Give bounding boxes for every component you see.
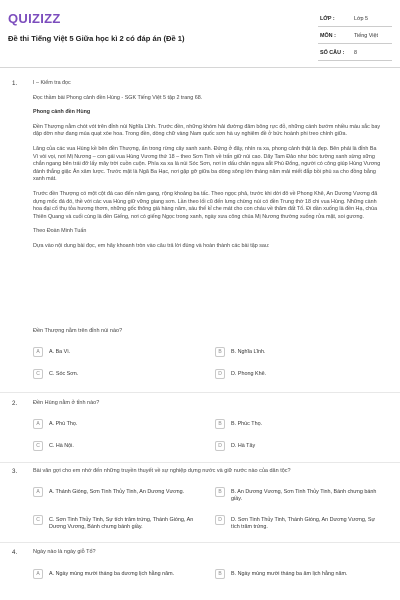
passage-author: Theo Đoàn Minh Tuấn — [33, 228, 87, 235]
reading-passage — [33, 80, 381, 258]
answer-option-b[interactable] — [215, 347, 385, 361]
option-letter-box: C — [33, 369, 43, 379]
question-divider — [0, 392, 400, 393]
question-number: 1. — [12, 80, 18, 87]
option-text: C. Sóc Sơn. — [49, 371, 79, 377]
answer-option-c[interactable] — [33, 369, 203, 383]
option-letter-box: B — [215, 569, 225, 579]
document-title: Đề thi Tiếng Việt 5 Giữa học kì 2 có đáp án (Đề 1) — [8, 34, 185, 43]
question-stem: Đền Hùng nằm ở tỉnh nào? — [33, 400, 100, 406]
question-number: 3. — [12, 468, 18, 475]
option-letter-box: A — [33, 347, 43, 357]
question-divider — [0, 462, 400, 463]
answer-option-c[interactable] — [33, 441, 203, 455]
answer-option-d[interactable] — [215, 515, 385, 533]
meta-label: MÔN : — [320, 33, 336, 39]
header-divider — [0, 67, 400, 68]
option-text: C. Sơn Tinh Thủy Tinh, Sự tích trăm trứng, Thánh Gióng, An Dương Vương, Bánh chưng bánh giầy. — [49, 517, 194, 530]
meta-label: SỐ CÂU : — [320, 50, 345, 56]
reading-instruction: Đọc thầm bài Phong cảnh đền Hùng - SGK Tiếng Việt 5 tập 2 trang 68. — [33, 94, 203, 101]
meta-subject — [318, 27, 392, 44]
option-letter-box: B — [215, 487, 225, 497]
option-text: D. Phong Khê. — [231, 371, 267, 377]
meta-value: Lớp 5 — [354, 16, 369, 22]
option-text: C. Hà Nội. — [49, 443, 74, 449]
meta-question-count — [318, 44, 392, 61]
passage-paragraph: Lăng của các vua Hùng kề bên đền Thượng, ẩn trong rừng cây xanh xanh. Đứng ở đây, nhìn ra xa, phong cảnh thật là đẹp. Bên phải là đỉnh Ba Vì vòi vọi, nơi Mị Nương – con gái vua Hùng Vương thứ 18 – theo Sơn Tinh về trấn giữ núi cao. Dãy Tam Đảo như bức tường xanh sừng sững chắn ngang bên trái đỡ lấy mây trời cuồn cuộn. Phía xa xa là núi Sóc Sơn, nơi in dấu chân ngựa sắt Phù Đổng, người có công giúp Hùng Vương đánh thắng giặc Ân xâm lược. Trước mặt là Ngã Ba Hạc, nơi gặp gỡ giữa ba dòng sông lớn tháng năm mải miết đắp bồi phù sa cho đồng bằng xanh mát. — [33, 145, 381, 183]
question-divider — [0, 542, 400, 543]
answer-option-b[interactable] — [215, 487, 385, 505]
option-text: A. Ba Vì. — [49, 349, 71, 355]
passage-title: Phong cảnh đền Hùng — [33, 109, 91, 116]
section-heading: I – Kiểm tra đọc — [33, 80, 71, 86]
answer-option-c[interactable] — [33, 515, 203, 533]
answer-option-a[interactable] — [33, 347, 203, 361]
answer-option-b[interactable] — [215, 419, 385, 433]
question-stem: Ngày nào là ngày giỗ Tổ? — [33, 549, 96, 555]
option-text: D. Sơn Tinh Thủy Tinh, Thánh Gióng, An Dương Vương, Sự tích trăm trứng. — [231, 517, 376, 530]
question-stem: Bài văn gợi cho em nhớ đến những truyền thuyết về sự nghiệp dựng nước và giữ nước nào của dân tộc? — [33, 468, 291, 474]
option-letter-box: B — [215, 347, 225, 357]
option-letter-box: A — [33, 569, 43, 579]
answer-option-b[interactable] — [215, 569, 385, 587]
option-text: B. An Dương Vương, Sơn Tinh Thủy Tinh, Bánh chưng bánh giầy. — [231, 489, 377, 502]
question-stem: Đền Thượng nằm trên đỉnh núi nào? — [33, 328, 123, 334]
option-letter-box: D — [215, 441, 225, 451]
answer-option-d[interactable] — [215, 369, 385, 383]
option-letter-box: C — [33, 441, 43, 451]
answer-option-a[interactable] — [33, 419, 203, 433]
option-text: B. Nghĩa Lĩnh. — [231, 349, 266, 355]
passage-paragraph: Trước đền Thượng có một cột đá cao đến năm gang, rộng khoảng ba tấc. Theo ngọc phả, trước khi dời đô về Phong Khê, An Dương Vương đã dựng mốc đá đó, thề với các vua Hùng giữ vững giang sơn. Lần theo lối cũ đến lưng chừng núi có đền Trung thờ 18 chi vua Hùng. Những cành hoa đại cổ thụ tỏa hương thơm, những gốc thông già hàng năm, sáu thế kỉ che mát cho con cháu về thăm đất Tổ. Đi dần xuống là đền Hạ, chùa Thiên Quang và cuối cùng là đền Giếng, nơi có giếng Ngọc trong xanh, ngày xưa công chúa Mị Nương thường xuống rửa mặt, soi gương. — [33, 190, 378, 220]
option-text: D. Hà Tây — [231, 443, 256, 449]
passage-paragraph: Đền Thượng nằm chót vót trên đỉnh núi Nghĩa Lĩnh. Trước đền, những khóm hải đường đâm bông rực đỏ, những cánh bướm nhiều màu sắc bay dập dờn như đang múa quạt xòe hoa. Trong đền, dòng chữ vàng Nam quốc sơn hà uy nghiêm đề ở bức hoành phi treo chính giữa. — [33, 123, 381, 138]
option-letter-box: C — [33, 515, 43, 525]
meta-label: LỚP : — [320, 16, 335, 22]
option-letter-box: A — [33, 419, 43, 429]
question-number: 2. — [12, 400, 18, 407]
meta-grade — [318, 10, 392, 27]
worksheet-meta — [318, 10, 392, 61]
meta-value: 8 — [354, 50, 357, 56]
option-text: A. Ngày mùng mười tháng ba dương lịch hằng năm. — [49, 571, 175, 577]
option-letter-box: D — [215, 369, 225, 379]
option-letter-box: B — [215, 419, 225, 429]
option-letter-box: D — [215, 515, 225, 525]
answer-option-a[interactable] — [33, 569, 203, 587]
answer-option-d[interactable] — [215, 441, 385, 455]
option-letter-box: A — [33, 487, 43, 497]
option-text: A. Phú Thọ. — [49, 421, 78, 427]
option-text: A. Thánh Gióng, Sơn Tinh Thủy Tinh, An Dương Vương. — [49, 489, 185, 495]
option-text: B. Ngày mùng mười tháng ba âm lịch hằng năm. — [231, 571, 348, 577]
quizizz-logo: QUIZIZZ — [8, 11, 61, 26]
worksheet-header — [0, 0, 400, 66]
task-instruction: Dựa vào nội dung bài đọc, em hãy khoanh tròn vào câu trả lời đúng và hoàn thành các bài tập sau: — [33, 242, 270, 249]
option-text: B. Phúc Thọ. — [231, 421, 263, 427]
question-number: 4. — [12, 549, 18, 556]
meta-value: Tiếng Việt — [354, 33, 378, 39]
answer-option-a[interactable] — [33, 487, 203, 505]
